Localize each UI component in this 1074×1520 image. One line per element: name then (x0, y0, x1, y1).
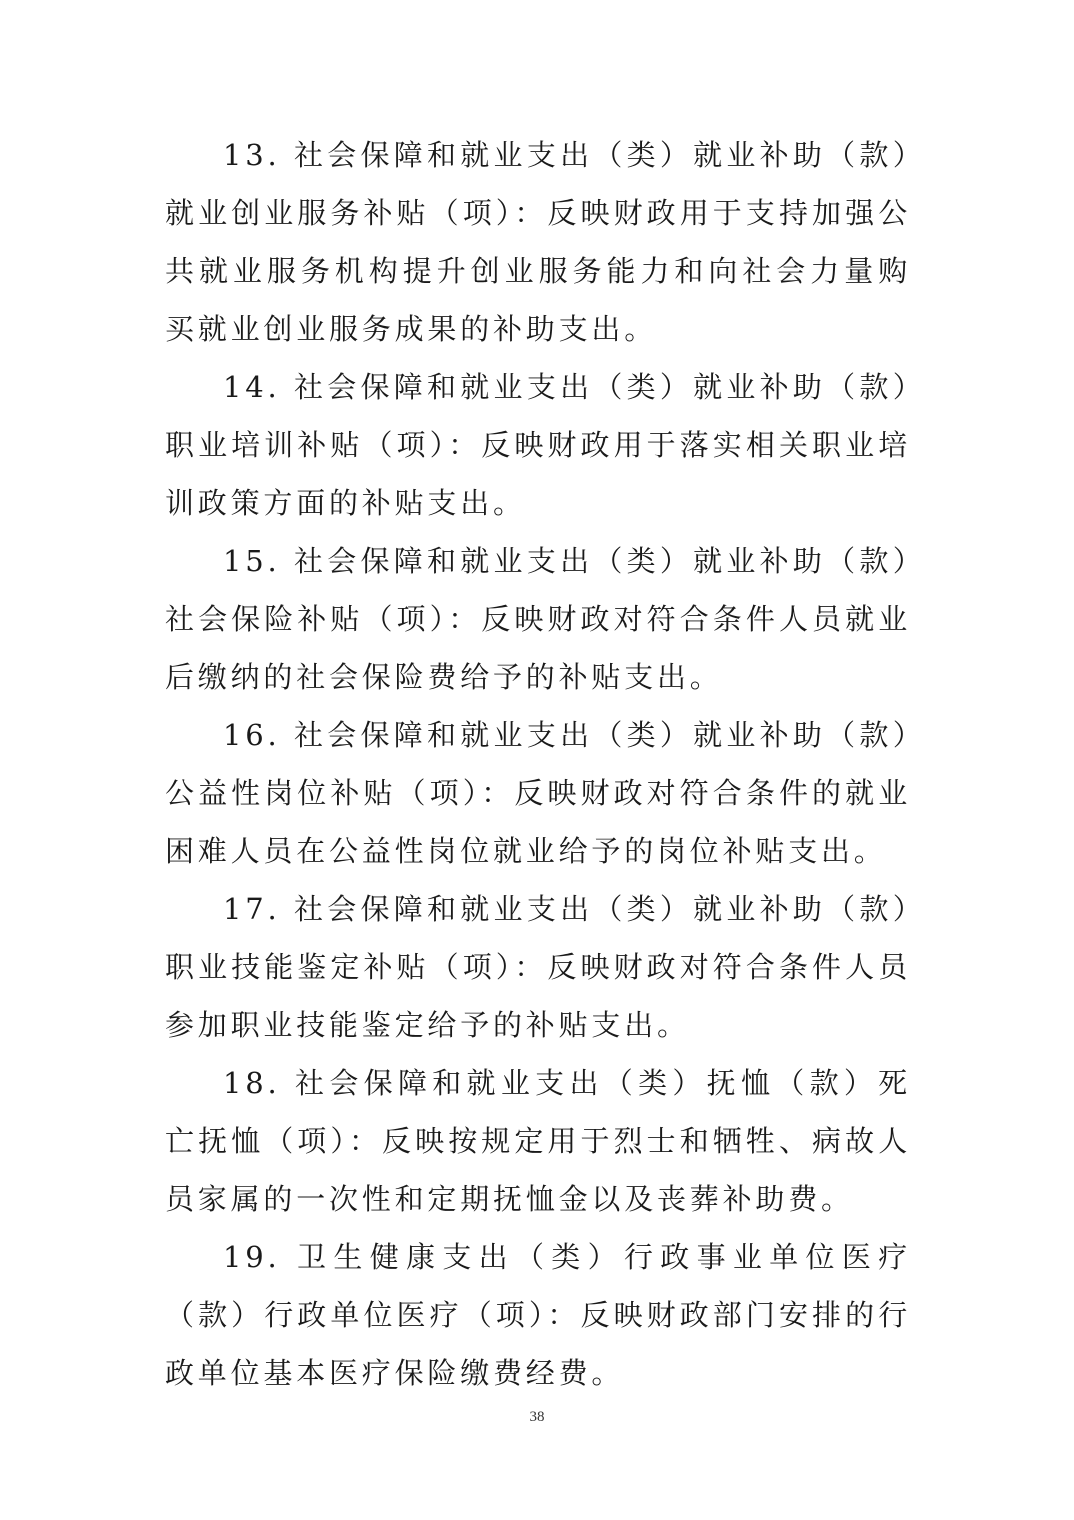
paragraph-item-13: 13. 社会保障和就业支出（类）就业补助（款）就业创业服务补贴（项）：反映财政用于支持加强公共就业服务机构提升创业服务能力和向社会力量购买就业创业服务成果的补助支出。 (165, 138, 911, 346)
paragraph-item-15: 15. 社会保障和就业支出（类）就业补助（款）社会保险补贴（项）：反映财政对符合条件人员就业后缴纳的社会保险费给予的补贴支出。 (165, 544, 911, 694)
paragraph-item-14: 14. 社会保障和就业支出（类）就业补助（款）职业培训补贴（项）：反映财政用于落实相关职业培训政策方面的补贴支出。 (165, 370, 911, 520)
paragraph-item-16: 16. 社会保障和就业支出（类）就业补助（款）公益性岗位补贴（项）：反映财政对符合条件的就业困难人员在公益性岗位就业给予的岗位补贴支出。 (165, 718, 911, 868)
body-text (165, 126, 911, 1402)
page-number: 38 (529, 1409, 545, 1425)
paragraph-item-19: 19. 卫生健康支出（类）行政事业单位医疗（款）行政单位医疗（项）：反映财政部门安排的行政单位基本医疗保险缴费经费。 (165, 1240, 911, 1390)
paragraph-item-18: 18. 社会保障和就业支出（类）抚恤（款）死亡抚恤（项）：反映按规定用于烈士和牺牲、病故人员家属的一次性和定期抚恤金以及丧葬补助费。 (165, 1066, 911, 1216)
paragraph-item-17: 17. 社会保障和就业支出（类）就业补助（款）职业技能鉴定补贴（项）：反映财政对符合条件人员参加职业技能鉴定给予的补贴支出。 (165, 892, 911, 1042)
